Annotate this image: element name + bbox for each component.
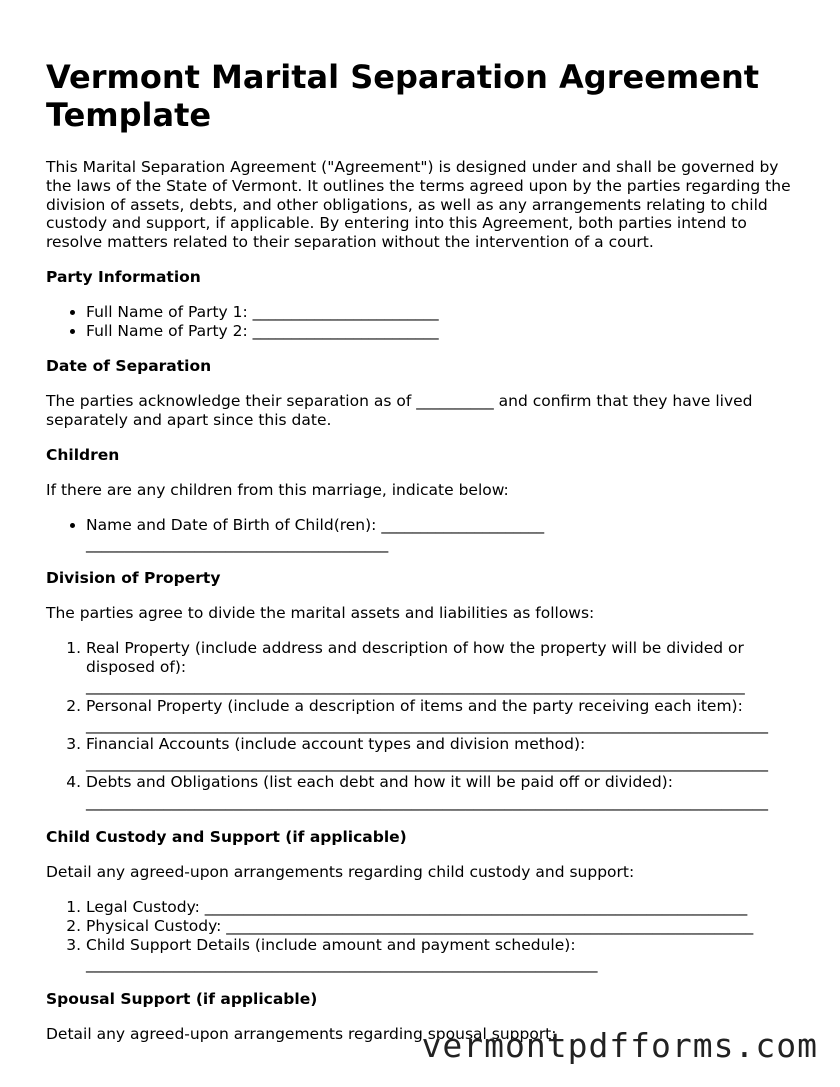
page-title: Vermont Marital Separation Agreement Template: [46, 58, 760, 134]
children-field[interactable]: • Name and Date of Birth of Child(ren): ____________________________________________________________: [86, 516, 546, 554]
custody-heading: Child Custody and Support (if applicable): [46, 827, 407, 846]
financial-accounts-field[interactable]: 3. Financial Accounts (include account types and division method): ________________________________________________________________________________________: [86, 735, 806, 773]
spousal-paragraph: Detail any agreed-upon arrangements regarding spousal support:: [46, 1025, 557, 1044]
separation-heading: Date of Separation: [46, 357, 212, 376]
personal-property-field[interactable]: 2. Personal Property (include a description of items and the party receiving each item): ________________________________________________________________________________________: [86, 697, 806, 735]
property-list: [46, 639, 806, 812]
separation-paragraph: The parties acknowledge their separation as of __________ and confirm that they have lived separately and apart since this date.: [46, 392, 753, 430]
children-paragraph: If there are any children from this marriage, indicate below:: [46, 480, 509, 499]
watermark: vermontpdfforms.com: [421, 1026, 818, 1065]
child-support-field[interactable]: 3. Child Support Details (include amount and payment schedule): __________________________________________________________________: [86, 936, 806, 974]
children-list: [46, 516, 806, 554]
real-property-field[interactable]: [86, 639, 806, 697]
custody-list: [46, 898, 806, 975]
legal-custody-field[interactable]: 1. Legal Custody: ______________________________________________________________________: [86, 898, 806, 917]
party-2-field[interactable]: • Full Name of Party 2: ________________________: [86, 322, 806, 341]
children-heading: Children: [46, 445, 120, 464]
real-property-text: Real Property (include address and description of how the property will be divided or disposed of): _____________________________________________________________________________________: [86, 638, 745, 696]
debts-field[interactable]: 4. Debts and Obligations (list each debt and how it will be paid off or divided): ________________________________________________________________________________________: [86, 773, 806, 811]
document-page: [46, 58, 806, 1044]
property-paragraph: The parties agree to divide the marital assets and liabilities as follows:: [46, 604, 595, 623]
party-heading: Party Information: [46, 267, 201, 286]
intro-paragraph: This Marital Separation Agreement ("Agreement") is designed under and shall be governed by the laws of the State of Vermont. It outlines the terms agreed upon by the parties regarding the division of assets, debts, and other obligations, as well as any arrangements relating to child custody and support, if applicable. By entering into this Agreement, both parties intend to resolve matters related to their separation without the intervention of a court.: [46, 158, 791, 252]
party-1-field[interactable]: • Full Name of Party 1: ________________________: [86, 303, 806, 322]
custody-paragraph: Detail any agreed-upon arrangements regarding child custody and support:: [46, 862, 635, 881]
physical-custody-field[interactable]: 2. Physical Custody: ____________________________________________________________________: [86, 917, 806, 936]
spousal-heading: Spousal Support (if applicable): [46, 990, 318, 1009]
party-list: [46, 303, 806, 341]
property-heading: Division of Property: [46, 569, 221, 588]
